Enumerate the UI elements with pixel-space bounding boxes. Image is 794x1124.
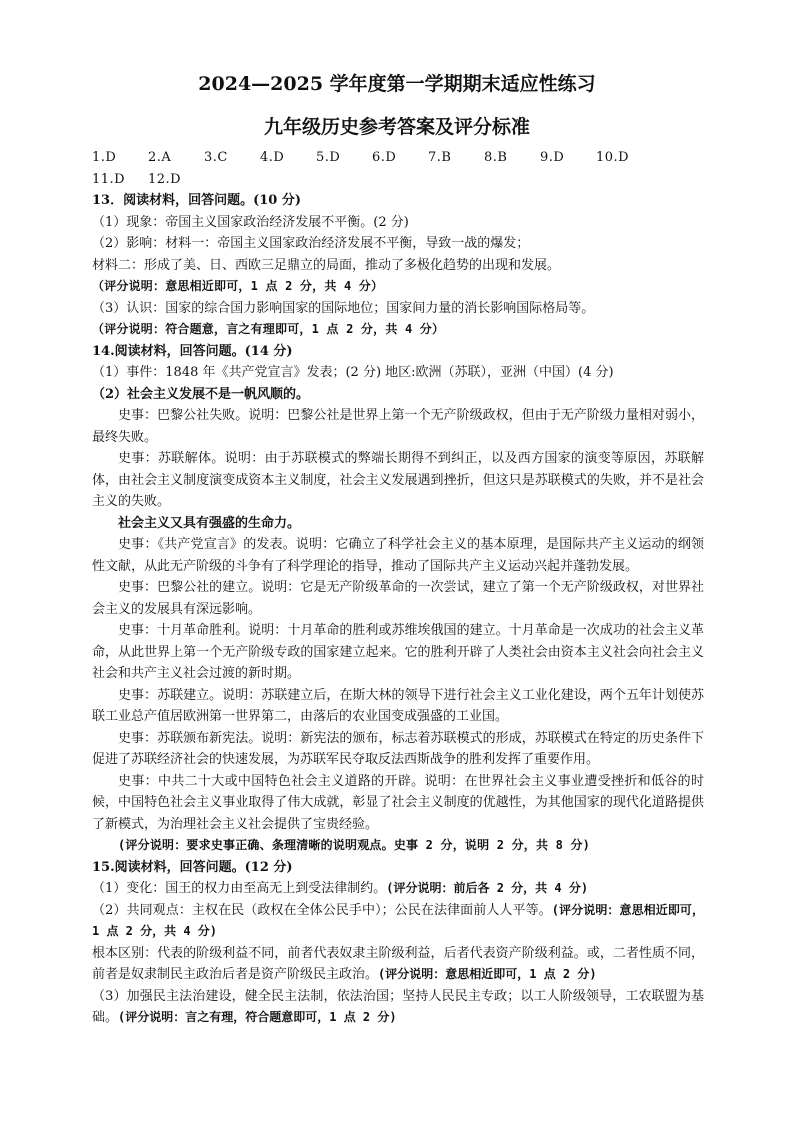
page-title: 2024—2025 学年度第一学期期末适应性练习 [198,73,596,95]
answer-content [92,147,704,1029]
q13-part2: （2）影响：材料一：帝国主义国家政治经济发展不平衡，导致一战的爆发； [92,236,530,251]
q14-part2-lead-2: 社会主义又具有强盛的生命力。 [118,515,301,531]
q14-fact-6: 史事：苏联建立。说明：苏联建立后，在斯大林的领导下进行社会主义工业化建设，两个五年计划使苏联工业总产值居欧洲第一世界第二，由落后的农业国变成强盛的工业国。 [92,687,704,724]
answer-item: 6.D [372,150,397,165]
q13-scoring-note-2: （评分说明：符合题意，言之有理即可，1 点 2 分，共 4 分） [92,322,445,336]
question-15-heading: 15.阅读材料，回答问题。(12 分) [92,859,293,875]
q14-part2-lead: （2）社会主义发展不是一帆风顺的。 [92,386,310,402]
answer-item: 10.D [596,150,630,165]
q14-scoring-note: (评分说明：要求史事正确、条理清晰的说明观点。史事 2 分，说明 2 分，共 8 分) [118,838,591,852]
multiple-choice-answers [92,147,704,190]
q14-fact-3: 史事：《共产党宣言》的发表。说明：它确立了科学社会主义的基本原理，是国际共产主义运动的纲领性文献，从此无产阶级的斗争有了科学理论的指导，推动了国际共产主义运动兴起并蓬勃发展。 [92,537,704,574]
answer-item: 1.D [92,150,117,165]
q14-fact-2: 史事：苏联解体。说明：由于苏联模式的弊端长期得不到纠正，以及西方国家的演变等原因，苏联解体，由社会主义制度演变成资本主义制度，社会主义发展遇到挫折，但这只是苏联模式的失败，并不是社会主义的失败。 [92,451,704,509]
answer-item: 7.B [428,150,452,165]
q13-part1: （1）现象：帝国主义国家政治经济发展不平衡。(2 分) [92,214,409,230]
answer-item: 2.A [148,150,172,165]
answer-item: 4.D [260,150,285,165]
q13-scoring-note-1: （评分说明：意思相近即可，1 点 2 分，共 4 分） [92,279,384,293]
q13-part2-material2: 材料二：形成了美、日、西欧三足鼎立的局面，推动了多极化趋势的出现和发展。 [92,257,561,273]
q14-fact-8: 史事：中共二十大或中国特色社会主义道路的开辟。说明：在世界社会主义事业遭受挫折和低谷的时候，中国特色社会主义事业取得了伟大成就，彰显了社会主义制度的优越性，为其他国家的现代化道路提供了新模式，为治理社会主义社会提供了宝贵经验。 [92,773,704,832]
answer-item: 8.B [484,150,508,165]
page-subtitle: 九年级历史参考答案及评分标准 [263,116,530,138]
q15-part2-difference [92,943,704,986]
q14-fact-5: 史事：十月革命胜利。说明：十月革命的胜利或苏维埃俄国的建立。十月革命是一次成功的社会主义革命，从此世界上第一个无产阶级专政的国家建立起来。它的胜利开辟了人类社会由资本主义社会向社会主义社会和共产主义社会过渡的新时期。 [92,623,704,681]
q15-part2-note: (评分说明：意思相近即可，1 点 2 分，共 4 分) [92,902,704,938]
q14-fact-1: 史事：巴黎公社失败。说明：巴黎公社是世界上第一个无产阶级政权，但由于无产阶级力量相对弱小，最终失败。 [92,408,704,445]
q14-part1: （1）事件：1848 年《共产党宣言》发表；(2 分) 地区:欧洲（苏联），亚洲（中国）(4 分) [92,365,614,380]
q14-fact-4: 史事：巴黎公社的建立。说明：它是无产阶级革命的一次尝试，建立了第一个无产阶级政权，对世界社会主义的发展具有深远影响。 [92,580,704,617]
q15-part2 [92,900,704,943]
answer-item: 3.C [204,150,228,165]
answer-item: 12.D [148,171,182,187]
question-13-heading: 13．阅读材料，回答问题。(10 分) [92,193,302,208]
q15-part2-text: （2）共同观点：主权在民（政权在全体公民手中）；公民在法律面前人人平等。 [92,902,552,918]
q13-part3: （3）认识：国家的综合国力影响国家的国际地位；国家间力量的消长影响国际格局等。 [92,300,595,316]
q15-part2-difference-text: 根本区别：代表的阶级利益不同，前者代表奴隶主阶级利益，后者代表资产阶级利益。或，二者性质不同，前者是奴隶制民主政治后者是资产阶级民主政治。 [92,945,704,982]
question-14-heading: 14.阅读材料，回答问题。(14 分) [92,343,293,359]
answer-item: 5.D [316,150,341,165]
answer-item: 9.D [540,150,565,165]
q15-part1-text: （1）变化：国王的权力由至高无上到受法律制约。 [92,881,387,896]
q15-part3 [92,986,704,1029]
q15-part2-difference-note: (评分说明：意思相近即可，1 点 2 分) [378,967,597,981]
q15-part3-text: （3）加强民主法治建设，健全民主法制，依法治国；坚持人民民主专政；以工人阶级领导，工农联盟为基础。 [92,988,704,1025]
q14-fact-7: 史事：苏联颁布新宪法。说明：新宪法的颁布，标志着苏联模式的形成，苏联模式在特定的历史条件下促进了苏联经济社会的快速发展，为苏联军民夺取反法西斯战争的胜利发挥了重要作用。 [92,730,704,767]
q15-part3-note: (评分说明：言之有理，符合题意即可，1 点 2 分) [118,1010,397,1024]
q15-part1-note: (评分说明：前后各 2 分，共 4 分) [386,881,589,895]
answer-item: 11.D [92,171,126,187]
q15-part1 [92,878,704,900]
